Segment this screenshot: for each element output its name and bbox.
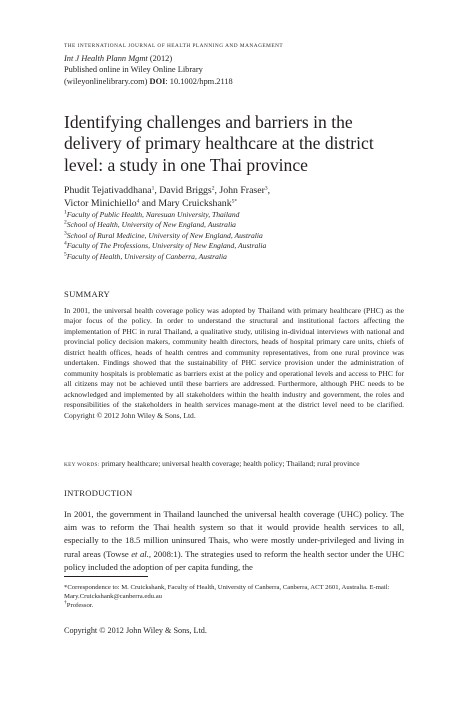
copyright-notice: Copyright © 2012 John Wiley & Sons, Ltd. [64,626,207,635]
keywords-text: primary healthcare; universal health coverage; health policy; Thailand; rural province [99,459,360,468]
correspondence-note: *Correspondence to: M. Cruickshank, Faculty of Health, University of Canberra, Canberra, ACT 2601, Australia. E-mail: Mary.Cruickshank@canberra.edu.au [64,584,390,600]
footnote-divider [64,576,148,577]
introduction-heading: INTRODUCTION [64,488,133,498]
author: John Fraser$^3$, [219,185,271,196]
doi-label: DOI [149,76,166,86]
author: David Briggs$^2$, [159,185,220,196]
summary-heading: SUMMARY [64,289,111,299]
affiliation: $^5$Faculty of Health, University of Canberra, Australia [64,251,227,261]
summary-text: In 2001, the universal health coverage policy was adopted by Thailand with primary healthcare (PHC) as the major focus of the policy. In order to understand the structural and institutional factors affecting the implementation of PHC in rural Thailand, a qualitative study, utilising in-dividual interviews with national and provincial policy decision makers, community health directors, heads of hospital primary care units, chiefs of district health offices, heads of health centres and community representatives, from one rural province was undertaken. Findings showed that the sustainability of PHC service provision under the administration of community hospitals is problematic as barriers exist at the policy and operational levels and access to PHC for all citizens may not be achieved until these barriers are addressed. Furthermore, although PHC needs to be acknowledged and implemented by all stakeholders within the health industry and government, the roles and responsibilities of the stakeholders in health services manage-ment at the district level need to be clarified. Copyright © 2012 John Wiley & Sons, Ltd. [64,306,404,420]
article-title: Identifying challenges and barriers in the delivery of primary healthcare at the district level: a study in one Thai province [64,112,374,175]
author-list [64,184,404,210]
doi-value: : 10.1002/hpm.2118 [165,76,233,86]
author: Mary Cruickshank$^{5*}$ [158,198,238,209]
journal-name: THE INTERNATIONAL JOURNAL OF HEALTH PLANNING AND MANAGEMENT [64,43,284,49]
affiliation-list [64,210,266,262]
keywords [64,459,404,470]
author: Victor Minichiello$^4$ and [64,198,159,209]
published-online: Published online in Wiley Online Library [64,65,203,75]
author: Phudit Tejativaddhana$^1$, [64,185,160,196]
affiliation: $^1$Faculty of Public Health, Naresuan University, Thailand [64,209,240,219]
footnotes [64,584,404,611]
doi-line [64,76,233,87]
affiliation: $^3$School of Rural Medicine, University of New England, Australia [64,230,263,240]
citation-line [64,53,233,64]
affiliation: $^2$School of Health, University of New England, Australia [64,219,236,230]
keywords-label: KEY WORDS: [64,462,100,468]
affiliation: $^4$Faculty of The Professions, University of New England, Australia [64,240,267,251]
citation-etal: et al. [131,548,149,559]
citation-block [64,53,233,87]
introduction-text: In 2001, the government in Thailand launched the universal health coverage (UHC) policy. The aim was to reform the Thai health system so that it would provide health services to all, especially to the 18.5 million uninsured Thais, who were mostly under-privileged and living in rural areas (Towse et al., 2008:1). The strategies used to reform the health sector under the UHC policy included the adoption of per capita funding, the [64,509,404,572]
citation-year: (2012) [147,54,173,63]
journal-abbrev: Int J Health Plann Mgmt [64,54,148,63]
professor-note: †Professor. [64,599,94,609]
doi-prefix: (wileyonlinelibrary.com) [64,76,150,86]
